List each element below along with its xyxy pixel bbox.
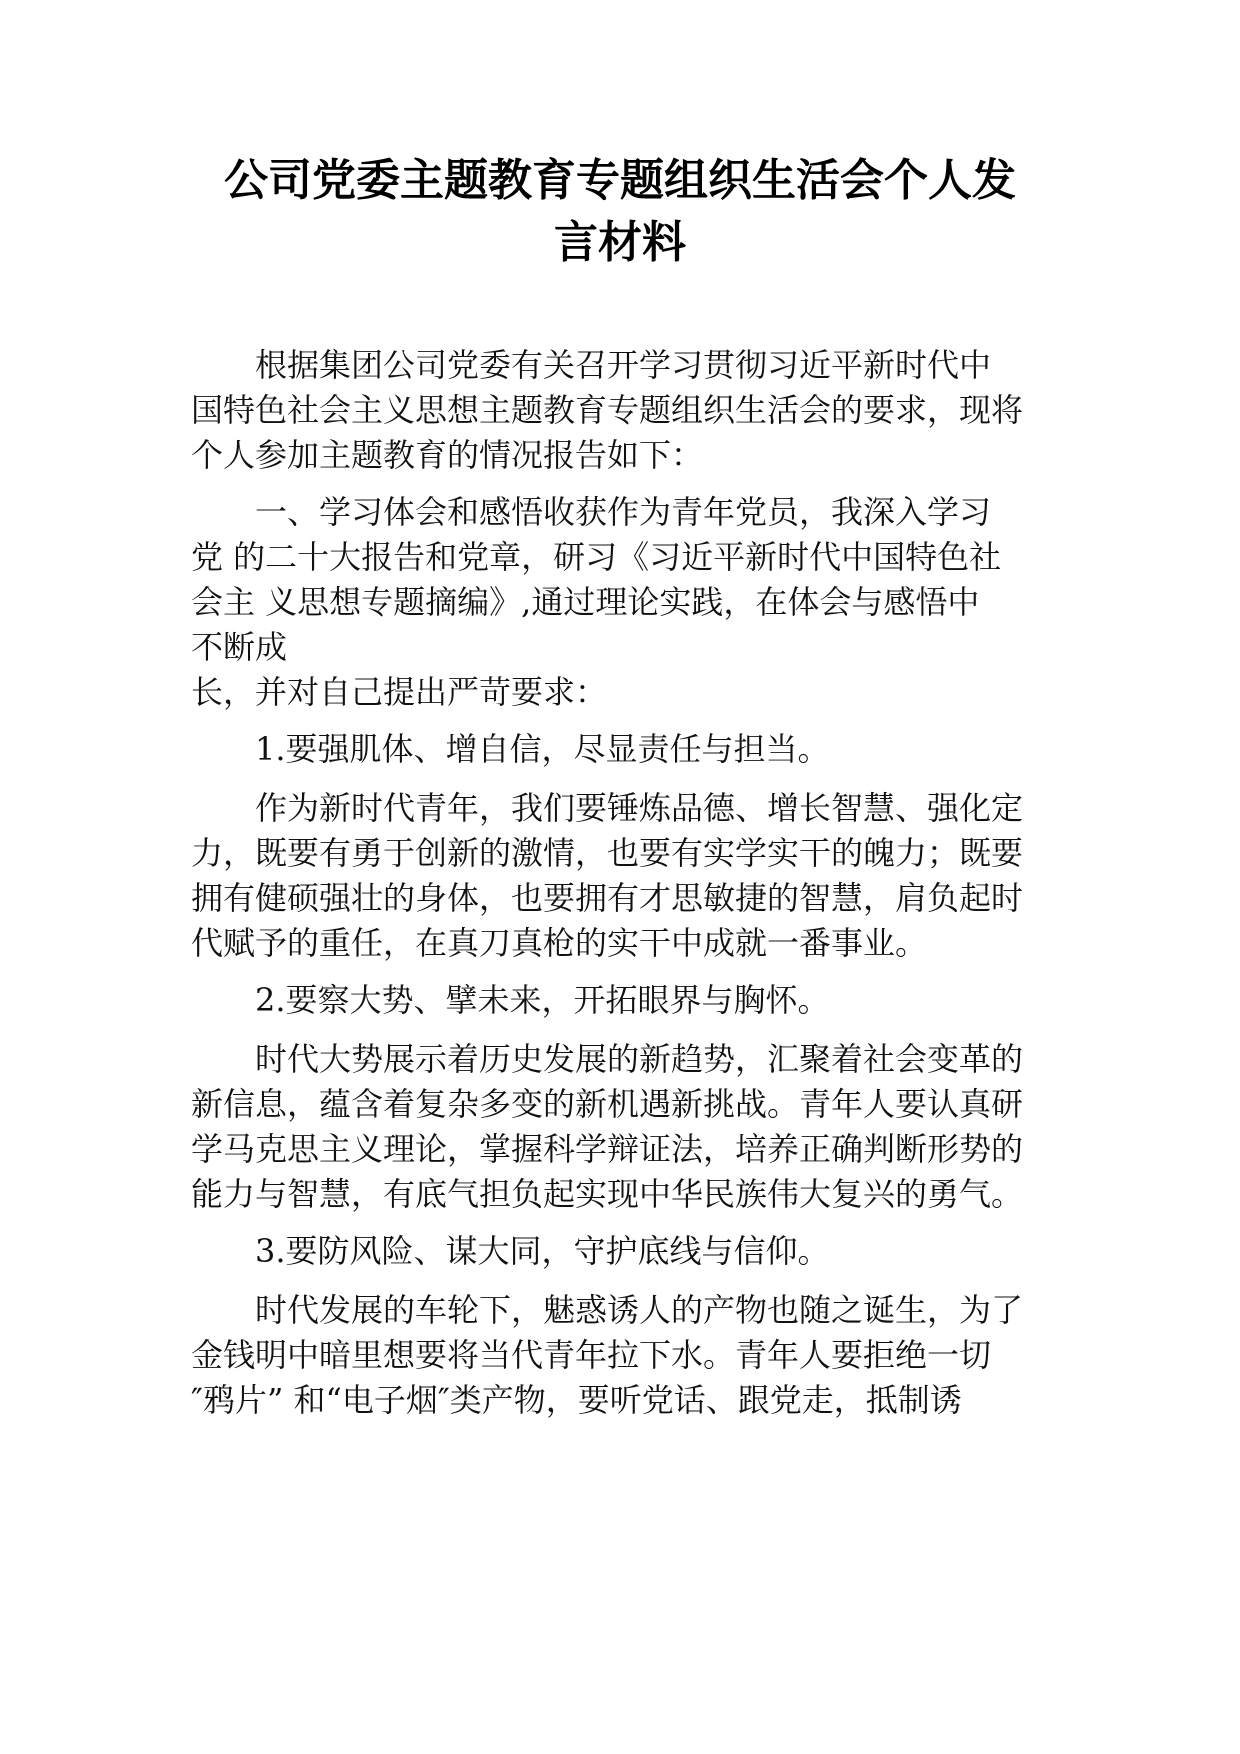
text-line: 根据集团公司党委有关召开学习贯彻习近平新时代中 [255, 346, 992, 384]
text-line: 一、学习体会和感悟收获作为青年党员，我深入学习 [255, 493, 992, 531]
item-3-heading [191, 1229, 1051, 1274]
text-line: 国特色社会主义思想主题教育专题组织生活会的要求，现将 [191, 391, 1024, 429]
text-line: 新信息，蕴含着复杂多变的新机遇新挑战。青年人要认真研 [191, 1085, 1024, 1123]
text-line: 长，并对自己提出严苛要求： [191, 673, 608, 711]
item-3-paragraph [191, 1288, 1051, 1423]
text-line: 时代大势展示着历史发展的新趋势，汇聚着社会变革的 [255, 1040, 1024, 1078]
text-line: 时代发展的车轮下，魅惑诱人的产物也随之诞生，为了 [255, 1291, 1024, 1329]
text-line: ″鸦片” 和“电子烟″类产物，要听党话、跟党走，抵制诱 [191, 1381, 962, 1419]
title-line-1: 公司党委主题教育专题组织生活会个人发 [224, 155, 1016, 206]
section-1-paragraph [191, 490, 1051, 715]
text-line: 会主 义思想专题摘编》,通过理论实践，在体会与感悟中 [191, 583, 980, 621]
text-line: 拥有健硕强壮的身体，也要拥有才思敏捷的智慧，肩负起时 [191, 879, 1024, 917]
text-line: 代赋予的重任，在真刀真枪的实干中成就一番事业。 [191, 924, 928, 962]
document-title [150, 150, 1090, 274]
text-line: 能力与智慧，有底气担负起实现中华民族伟大复兴的勇气。 [191, 1175, 1024, 1213]
text-line: 力，既要有勇于创新的激情，也要有实学实干的魄力；既要 [191, 834, 1024, 872]
document-body [191, 343, 1051, 1423]
item-1-paragraph [191, 786, 1051, 966]
text-line: 学马克思主义理论，掌握科学辩证法，培养正确判断形势的 [191, 1130, 1024, 1168]
text-line: 党 的二十大报告和党章，研习《习近平新时代中国特色社 [191, 538, 1002, 576]
item-2-heading [191, 978, 1051, 1023]
title-line-2: 言材料 [554, 217, 686, 268]
text-line: 个人参加主题教育的情况报告如下： [191, 436, 704, 474]
item-2-paragraph [191, 1037, 1051, 1217]
intro-paragraph [191, 343, 1051, 478]
text-line: 3.要防风险、谋大同，守护底线与信仰。 [255, 1232, 830, 1270]
item-1-heading [191, 727, 1051, 772]
text-line: 作为新时代青年，我们要锤炼品德、增长智慧、强化定 [255, 789, 1024, 827]
text-line: 2.要察大势、擘未来，开拓眼界与胸怀。 [255, 981, 830, 1019]
text-line: 1.要强肌体、增自信，尽显责任与担当。 [255, 730, 830, 768]
text-line: 金钱明中暗里想要将当代青年拉下水。青年人要拒绝一切 [191, 1336, 992, 1374]
text-line: 不断成 [191, 628, 288, 666]
